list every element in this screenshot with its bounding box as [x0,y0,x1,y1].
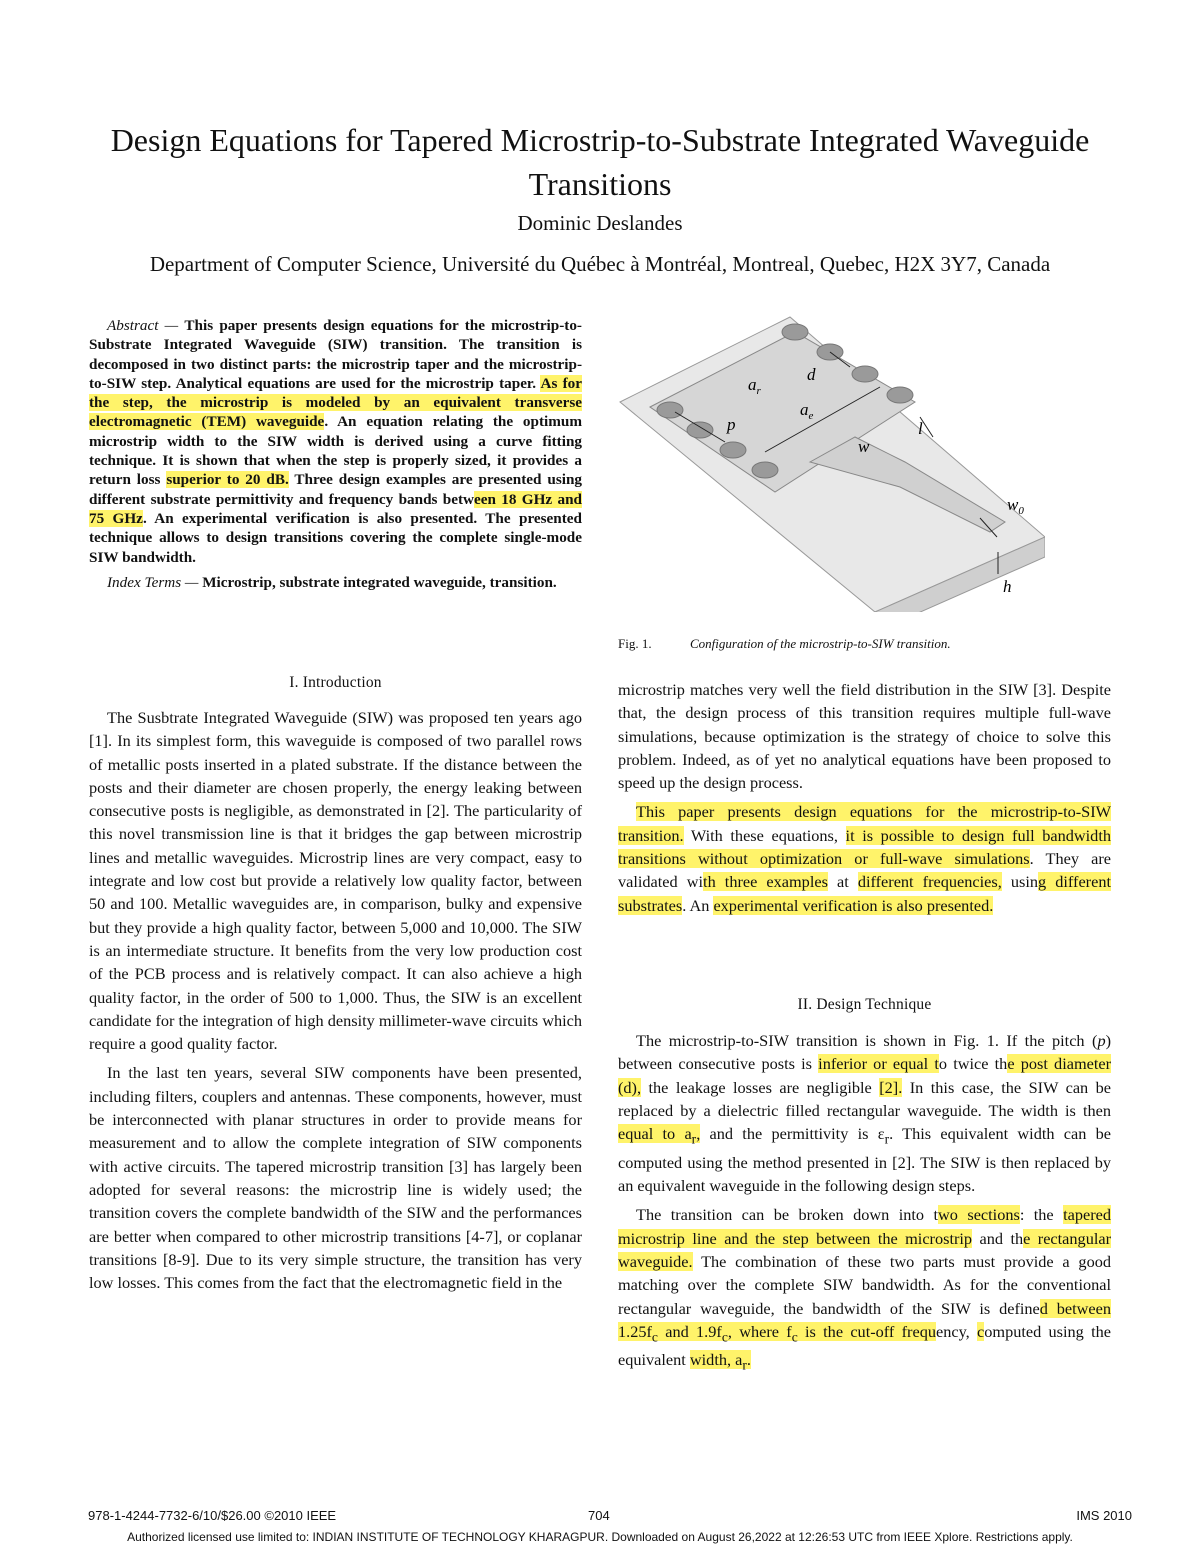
label-ar: $a_r$ [748,375,761,397]
abstract-label: Abstract [107,317,159,334]
index-terms-label: Index Terms [107,573,182,591]
paragraph [618,1203,1111,1377]
introduction-text [89,706,582,1294]
text: c [721,1329,728,1345]
highlight [689,1350,751,1373]
label-w0: $w_0$ [1007,495,1024,517]
text: In this case, the SIW can be replaced by a dielectric filled rectangular waveguide. The width is then [618,1077,1111,1120]
text: The combination of these two parts must provide a good matching over the complete SIW bandwidth. As for the conventional rectangular waveguide, the bandwidth of the SIW is define [618,1251,1111,1318]
highlight: e post diameter (d), [618,1054,1112,1097]
label-ae: $a_e$ [800,400,814,422]
abstract-text: Three design examples are presented using different substrate permittivity and frequency bands betw [89,471,582,508]
footer-page-number: 704 [588,1508,610,1523]
right-column-text [618,678,1111,917]
text: c [791,1329,798,1345]
highlight: een 18 GHz and 75 GHz [89,490,582,527]
text: . An [682,895,714,915]
text: ) between consecutive posts is [618,1031,1111,1074]
authorized-use-notice: Authorized licensed use limited to: INDIAN INSTITUTE OF TECHNOLOGY KHARAGPUR. Downloaded on August 26,2022 at 12:26:53 UTC from IEEE Xplore. Restrictions apply. [127,1530,1073,1544]
paragraph [618,800,1111,916]
text: at [827,872,858,892]
highlight: g different substrates [618,872,1111,915]
abstract-text: . An equation relating the optimum microstrip width to the SIW width is derived using a curve fitting technique. It is shown that when the step is properly sized, it provides a return loss [89,413,582,489]
text: r [742,1357,747,1373]
highlight: superior to 20 dB. [166,471,289,489]
text: d between 1.25f [618,1298,1111,1341]
text: omputed using the equivalent [618,1321,1111,1370]
text: . They are validated wi [618,849,1111,892]
paragraph [618,1029,1111,1197]
highlight: [2]. [879,1077,903,1097]
text: o twice th [938,1054,1008,1074]
text: With these equations, [683,825,846,845]
footer-copyright: 978-1-4244-7732-6/10/$26.00 ©2010 IEEE [88,1508,337,1523]
index-terms-text: Microstrip, substrate integrated waveguide, transition. [202,573,557,591]
highlight: it is possible to design full bandwidth transitions without optimization or full-wave simulations [618,825,1111,869]
label-w: w [858,437,870,456]
highlight: tapered microstrip line and the step between the microstrip [618,1205,1111,1248]
design-technique-text [618,1029,1111,1377]
label-d: d [807,365,816,384]
text: . This equivalent width can be computed using the method presented in [2]. The SIW is then replaced by an equivalent waveguide in the following design steps. [618,1124,1111,1196]
highlight: inferior or equal t [818,1054,939,1074]
text: . [746,1350,751,1370]
abstract-text: This paper presents design equations for the microstrip-to-Substrate Integrated Waveguide (SIW) transition. The transition is decomposed in two distinct parts: the microstrip taper and the microstrip-to-SIW step. Analytical equations are used for the microstrip taper. [89,317,582,392]
figure-caption [618,636,951,652]
text: and the permittivity is ε [700,1124,885,1144]
abstract-sep: — [158,317,185,334]
text: c [651,1329,658,1345]
paragraph: In the last ten years, several SIW components have been presented, including filters, couplers and antennas. These components, however, must be interconnected with planar structures in order to provide means for measurement and to allow the complete integration of SIW components with active circuits. The tapered microstrip transition [3] has largely been adopted for several reasons: the microstrip line is widely used; the transition covers the complete bandwidth of the SIW and the performances are better when compared to other microstrip transitions [4-7], or coplanar transitions [8-9]. Due to its very simple structure, the transition has very low losses. This comes from the fact that the electromagnetic field in the [89,1063,582,1293]
highlight [618,1124,701,1147]
text: width, a [689,1350,743,1370]
paragraph: The Susbtrate Integrated Waveguide (SIW) was proposed ten years ago [1]. In its simplest form, this waveguide is composed of two parallel rows of metallic posts inserted in a plated substrate. If the distance between the posts and their diameter are chosen properly, the energy leaking between consecutive posts is negligible, as demonstrated in [2]. The particularity of this novel transmission line is that it bridges the gap between microstrip lines and metallic waveguides. Microstrip lines are very compact, easy to integrate and low cost but provide a relatively low quality factor, between 50 and 100. Metallic waveguides are, in comparison, bulky and expensive but they provide a high quality factor, between 5,000 and 10,000. The SIW is an intermediate structure. It benefits from the very low production cost of the PCB process and is relatively compact. It can also achieve a high quality factor, in the order of 500 to 1,000. Thus, the SIW is an excellent candidate for the integration of high density millimeter-wave circuits which require a good quality factor. [89,708,582,1054]
paper-title: Design Equations for Tapered Microstrip-to-Substrate Integrated Waveguide Transitions [110,122,1090,202]
abstract [89,316,582,594]
figure-transition-diagram [615,312,1045,612]
section-heading-design-technique: II. Design Technique [797,996,932,1013]
text: The microstrip-to-SIW transition is shown in Fig. 1. If the pitch ( [636,1031,1098,1050]
highlight: experimental verification is also presented. [713,895,994,915]
abstract-text: . An experimental verification is also presented. The presented technique allows to design transitions covering the complete single-mode SIW bandwidth. [89,509,582,566]
highlight: different frequencies, [857,872,1002,892]
author-affiliation: Department of Computer Science, Université du Québec à Montréal, Montreal, Quebec, H2X 3Y7, Canada [149,252,1051,276]
paragraph: microstrip matches very well the field distribution in the SIW [3]. Despite that, the design process of this transition requires multiple full-wave simulations, because optimization is the strategy of choice to solve this problem. Indeed, as of yet no analytical equations have been proposed to speed up the design process. [618,680,1111,793]
text: r [884,1131,890,1147]
label-l: l [918,419,923,438]
text: usin [1001,872,1039,892]
text: r [691,1131,697,1147]
highlight: wo sections [938,1205,1020,1225]
highlight: c [977,1321,985,1341]
author-name: Dominic Deslandes [517,211,683,235]
figure-caption-label: Fig. 1. [618,636,652,651]
highlight: This paper presents design equations for the microstrip-to-SIW transition. [618,802,1111,845]
text: and 1.9f [657,1321,722,1341]
highlight: th three examples [703,872,828,892]
footer-conference: IMS 2010 [1076,1508,1132,1523]
highlight: As for the step, the microstrip is modeled by an equivalent transverse electromagnetic (TEM) waveguide [89,374,582,431]
text: and th [972,1228,1024,1248]
text: , where f [727,1321,792,1341]
text: equal to a [618,1124,692,1144]
text: ency, [935,1321,978,1341]
index-terms-sep: — [181,573,203,591]
label-h: h [1003,577,1012,596]
text: p [1097,1031,1106,1050]
text: The transition can be broken down into t [636,1205,939,1225]
figure-caption-text: Configuration of the microstrip-to-SIW transition. [690,636,951,651]
section-heading-introduction: I. Introduction [289,674,382,691]
label-p: p [727,415,736,434]
highlight: e rectangular waveguide. [618,1228,1112,1271]
text: , [696,1124,701,1144]
text: : the [1019,1205,1064,1225]
text: is the cut-off frequ [797,1321,936,1341]
text: the leakage losses are negligible [641,1077,880,1097]
